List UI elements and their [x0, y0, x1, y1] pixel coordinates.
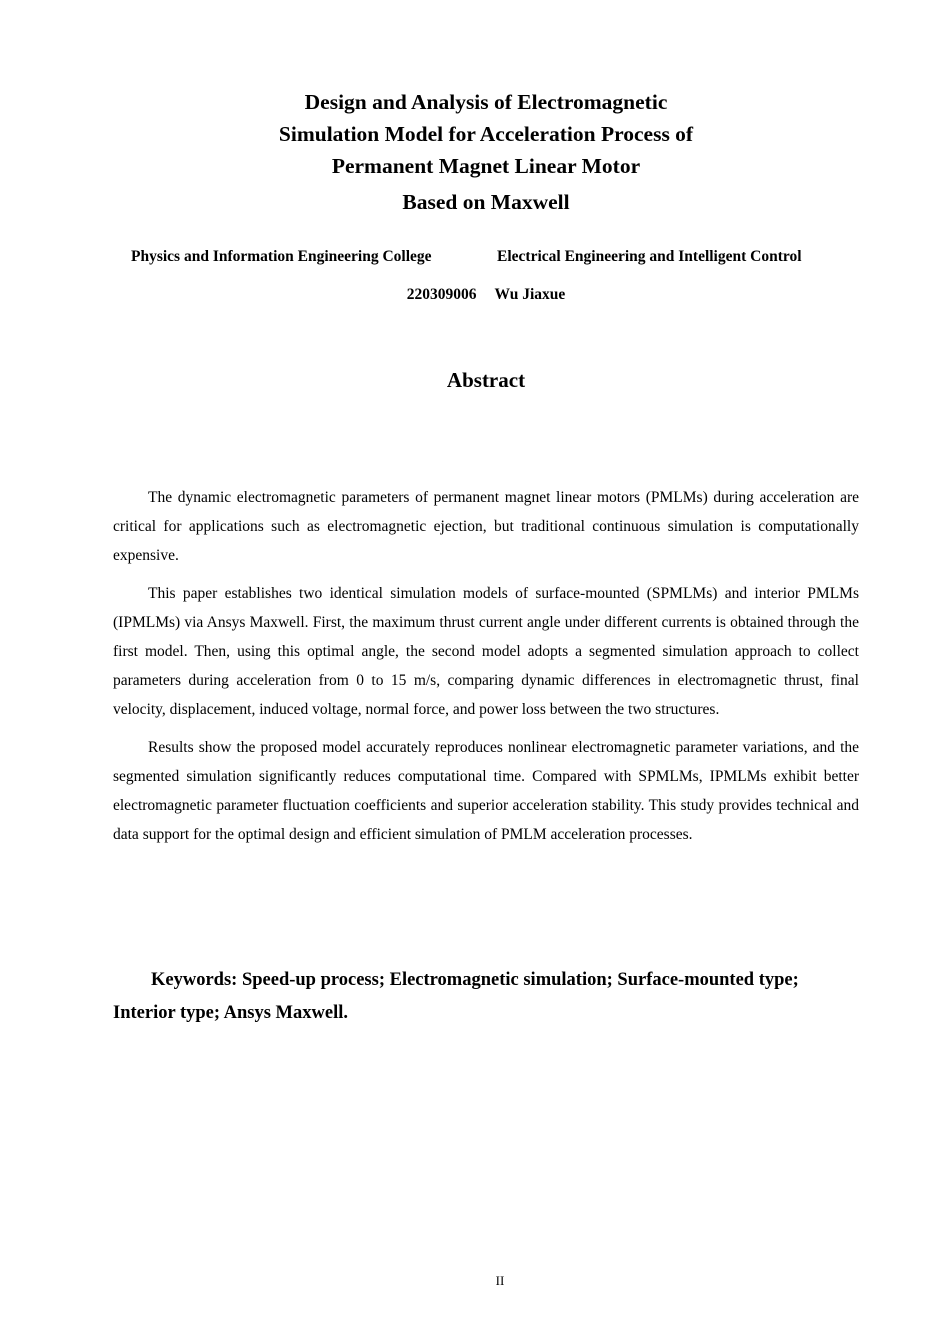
- author-id-line: [0, 284, 950, 306]
- title-line-2: Simulation Model for Acceleration Process of: [278, 122, 694, 146]
- student-id: 220309006: [406, 286, 477, 303]
- title-line-4: Based on Maxwell: [402, 190, 570, 214]
- abstract-heading: Abstract: [446, 368, 526, 392]
- abstract-paragraph: Results show the proposed model accurately reproduces nonlinear electromagnetic parameter variations, and the segmented simulation significantly reduces computational time. Compared with SPMLMs, IPMLMs exhibit better electromagnetic parameter fluctuation coefficients and superior acceleration stability. This study provides technical and data support for the optimal design and efficient simulation of PMLM acceleration processes.: [113, 739, 859, 843]
- keywords-section: [113, 964, 859, 1030]
- paper-title: [0, 86, 950, 218]
- title-line-3: Permanent Magnet Linear Motor: [331, 154, 641, 178]
- page-number: II: [495, 1273, 505, 1288]
- abstract-paragraph: The dynamic electromagnetic parameters of permanent magnet linear motors (PMLMs) during acceleration are critical for applications such as electromagnetic ejection, but traditional continuous simulation is computationally expensive.: [113, 489, 859, 564]
- keywords-text: Keywords: Speed-up process; Electromagnetic simulation; Surface-mounted type; Interior type; Ansys Maxwell.: [113, 970, 799, 1023]
- author-name: Wu Jiaxue: [494, 286, 566, 303]
- author-major: Electrical Engineering and Intelligent Control: [497, 248, 802, 265]
- abstract-body: [113, 484, 859, 859]
- title-line-1: Design and Analysis of Electromagnetic: [304, 90, 668, 114]
- abstract-paragraph: This paper establishes two identical simulation models of surface-mounted (SPMLMs) and interior PMLMs (IPMLMs) via Ansys Maxwell. First, the maximum thrust current angle under different currents is obtained through the first model. Then, using this optimal angle, the second model adopts a segmented simulation approach to collect parameters during acceleration from 0 to 15 m/s, comparing dynamic differences in electromagnetic thrust, final velocity, displacement, induced voltage, normal force, and power loss between the two structures.: [113, 585, 859, 718]
- author-college: Physics and Information Engineering College: [131, 248, 432, 265]
